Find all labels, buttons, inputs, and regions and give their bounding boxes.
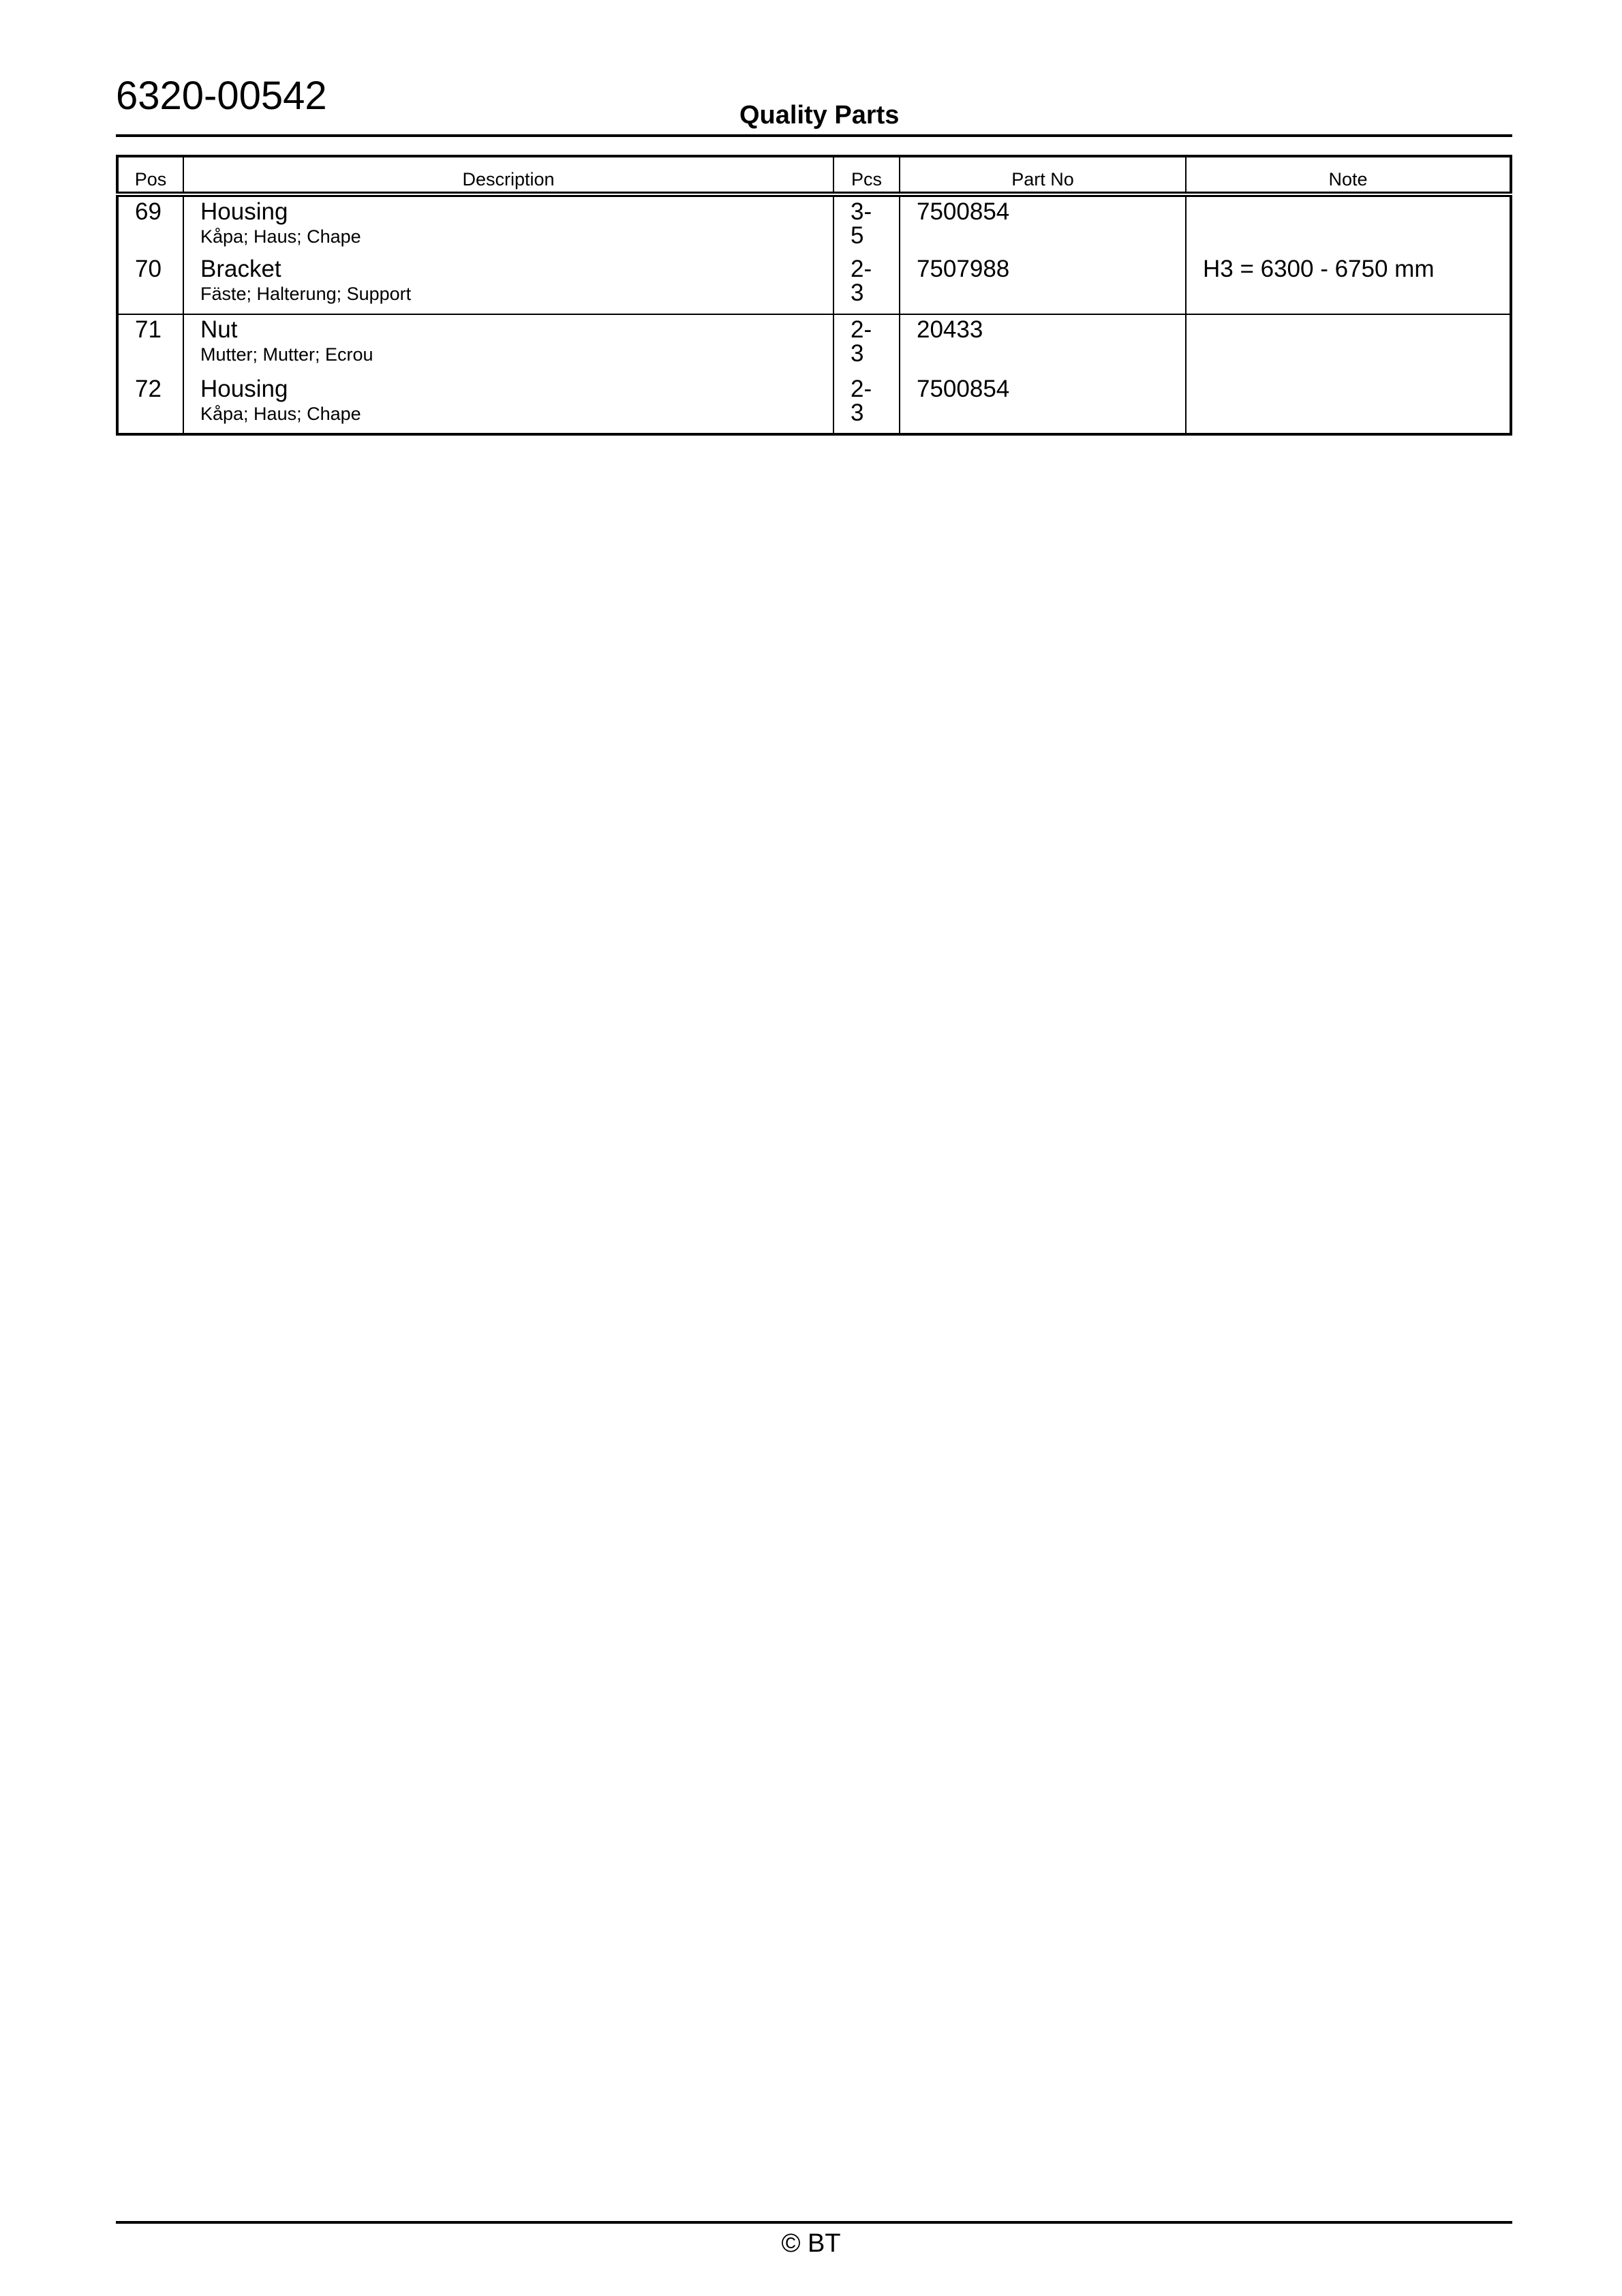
table-header-row	[117, 156, 1511, 194]
table-row	[117, 374, 1511, 434]
column-header-note: Note	[1186, 156, 1511, 194]
description-cell	[183, 374, 833, 434]
note-cell	[1186, 374, 1511, 434]
pcs-cell	[833, 194, 900, 254]
table-row	[117, 194, 1511, 254]
note-cell: H3 = 6300 - 6750 mm	[1186, 254, 1511, 314]
footer-copyright: © BT	[781, 2229, 841, 2258]
page-title: Quality Parts	[739, 101, 900, 130]
column-header-pos: Pos	[117, 156, 183, 194]
pcs-top: 2-	[851, 256, 872, 282]
pcs-bottom: 3	[851, 399, 864, 426]
pcs-bottom: 3	[851, 340, 864, 367]
pcs-cell	[833, 254, 900, 314]
pcs-bottom: 5	[851, 222, 864, 249]
footer-divider	[116, 2221, 1512, 2224]
pcs-cell	[833, 374, 900, 434]
table-row	[117, 314, 1511, 374]
part-name: Housing	[200, 198, 288, 225]
description-cell	[183, 194, 833, 254]
pos-cell: 72	[135, 376, 162, 402]
pos-cell: 71	[135, 316, 162, 343]
pcs-top: 2-	[851, 316, 872, 343]
pcs-top: 3-	[851, 198, 872, 225]
table-row	[117, 254, 1511, 314]
part-name: Housing	[200, 376, 288, 402]
part-translations: Mutter; Mutter; Ecrou	[200, 344, 373, 365]
part-translations: Kåpa; Haus; Chape	[200, 404, 361, 424]
part-number-cell: 7507988	[900, 254, 1186, 314]
column-header-pcs: Pcs	[833, 156, 900, 194]
part-translations: Fäste; Halterung; Support	[200, 284, 412, 304]
part-number-cell: 20433	[900, 314, 1186, 374]
pcs-bottom: 3	[851, 280, 864, 306]
description-cell	[183, 314, 833, 374]
part-number-cell: 7500854	[900, 374, 1186, 434]
note-cell	[1186, 194, 1511, 254]
part-number-cell: 7500854	[900, 194, 1186, 254]
pos-cell: 69	[135, 198, 162, 225]
document-number: 6320-00542	[116, 74, 327, 118]
part-translations: Kåpa; Haus; Chape	[200, 226, 361, 247]
note-cell	[1186, 314, 1511, 374]
description-cell	[183, 254, 833, 314]
part-name: Nut	[200, 316, 238, 343]
pcs-cell	[833, 314, 900, 374]
pos-cell: 70	[117, 254, 183, 314]
parts-table	[116, 155, 1512, 436]
header-divider	[116, 134, 1512, 137]
column-header-part-no: Part No	[900, 156, 1186, 194]
part-name: Bracket	[200, 256, 281, 282]
pcs-top: 2-	[851, 376, 872, 402]
column-header-description: Description	[183, 156, 833, 194]
